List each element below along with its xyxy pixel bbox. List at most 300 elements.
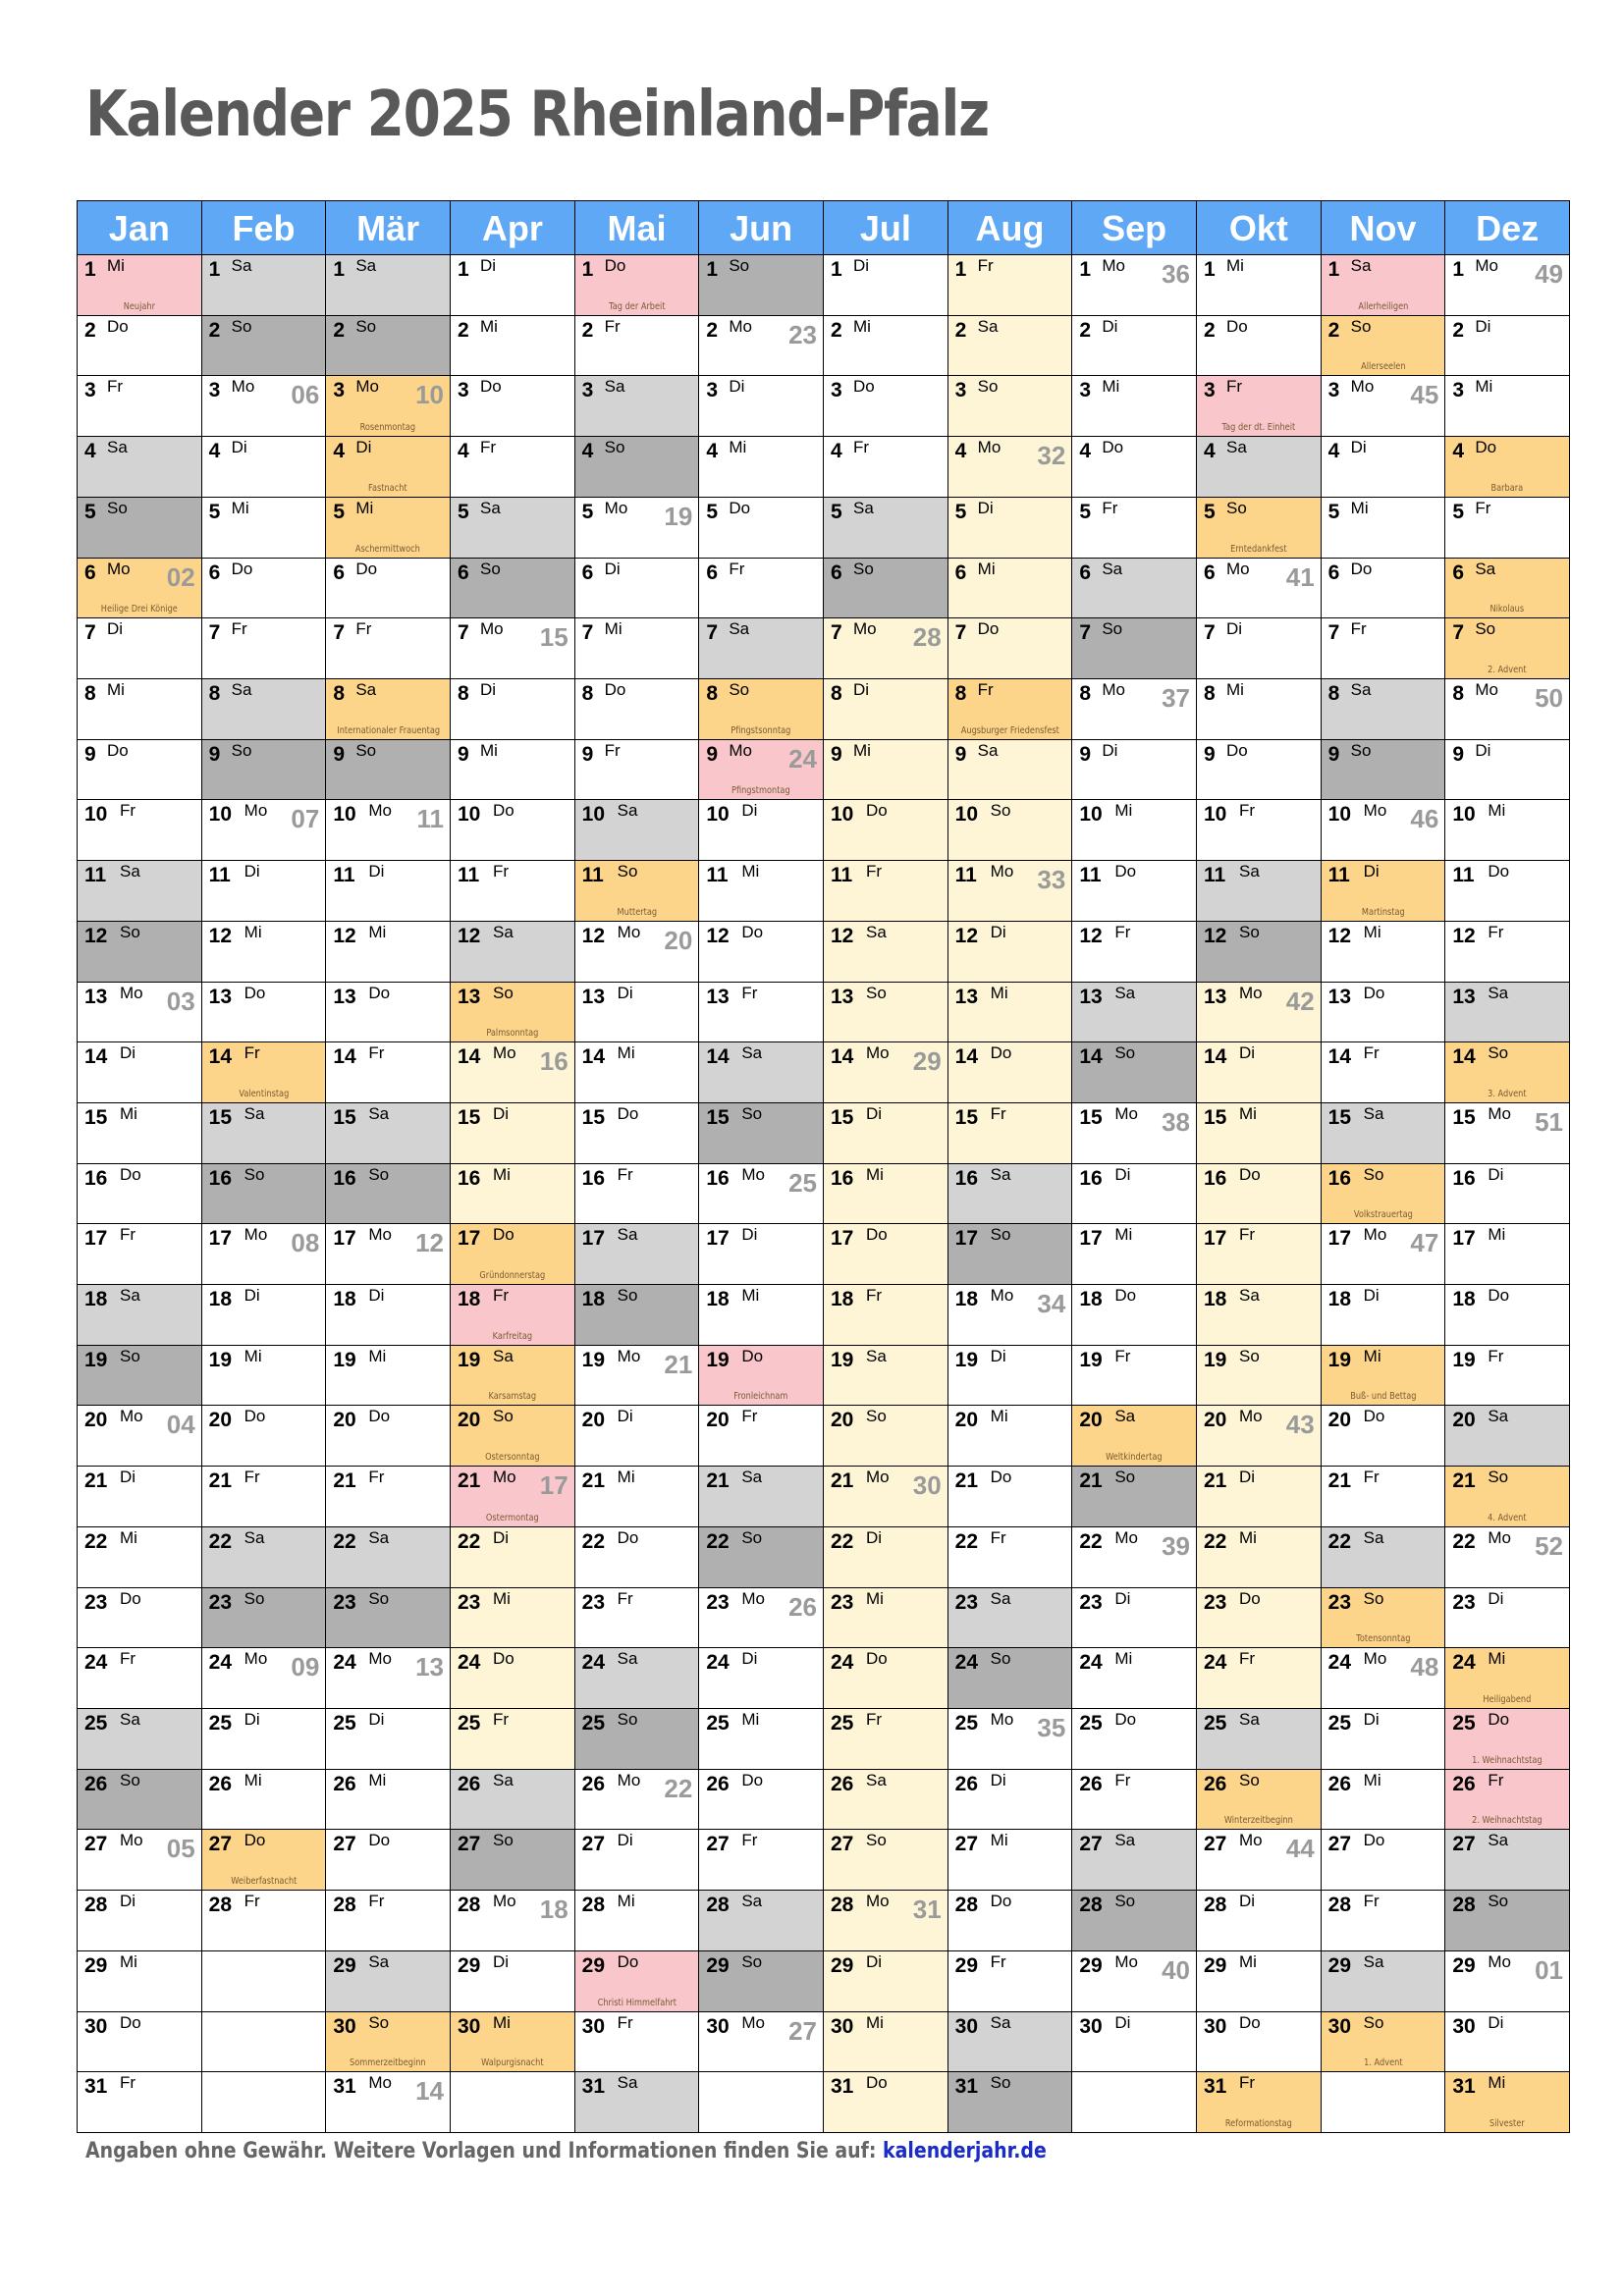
weekday-label: Fr — [1488, 922, 1504, 941]
day-cell — [575, 498, 700, 559]
weekday-label: Mo — [493, 1043, 516, 1063]
weekday-label: Mo — [729, 316, 752, 336]
day-cell — [699, 559, 824, 619]
weekday-label: So — [368, 2012, 390, 2032]
day-number: 22 — [706, 1529, 730, 1553]
day-number: 6 — [1079, 561, 1092, 584]
weekday-label: Mi — [1102, 377, 1120, 397]
day-number: 15 — [1327, 1105, 1352, 1129]
day-cell — [1322, 316, 1446, 377]
weekday-label: Mi — [493, 2012, 511, 2032]
day-cell — [948, 1224, 1073, 1285]
day-cell — [326, 498, 451, 559]
day-cell — [202, 437, 327, 498]
special-day-label: Valentinstag — [239, 1088, 289, 1099]
weekday-label: Do — [1239, 1164, 1261, 1184]
day-cell — [1072, 1891, 1197, 1951]
weekday-label: Fr — [368, 1892, 385, 1911]
day-number: 8 — [706, 681, 719, 705]
weekday-label: Di — [368, 1710, 385, 1730]
day-cell — [1445, 376, 1570, 437]
day-cell — [699, 1770, 824, 1831]
weekday-label: So — [853, 559, 874, 578]
weekday-label: Do — [866, 1225, 888, 1245]
day-cell — [948, 1406, 1073, 1467]
day-number: 25 — [458, 1712, 481, 1735]
week-number: 37 — [1162, 682, 1190, 713]
day-cell — [1197, 1467, 1322, 1527]
weekday-label: Di — [120, 1892, 136, 1911]
day-number: 4 — [1204, 440, 1216, 463]
day-cell — [451, 1346, 575, 1407]
day-number: 1 — [333, 258, 346, 281]
day-number: 24 — [706, 1651, 730, 1675]
day-number: 18 — [1204, 1288, 1227, 1311]
day-number: 27 — [208, 1833, 233, 1856]
weekday-label: Sa — [866, 1346, 887, 1365]
day-number: 8 — [333, 681, 346, 705]
day-cell — [699, 1224, 824, 1285]
day-cell — [1445, 1467, 1570, 1527]
special-day-label: Aschermittwoch — [355, 543, 421, 555]
holiday-label: 2. Weihnachtstag — [1472, 1815, 1543, 1827]
day-cell — [824, 1648, 948, 1709]
footer-link[interactable]: kalenderjahr.de — [883, 2139, 1047, 2163]
day-cell — [1197, 1648, 1322, 1709]
weekday-label: So — [990, 801, 1011, 821]
day-number: 7 — [208, 621, 221, 645]
weekday-label: Sa — [990, 2012, 1011, 2032]
weekday-label: Mo — [368, 1649, 392, 1669]
day-cell — [451, 1224, 575, 1285]
day-number: 11 — [831, 864, 853, 887]
day-number: 2 — [954, 318, 967, 342]
day-cell — [451, 2012, 575, 2073]
day-cell — [699, 1406, 824, 1467]
weekday-label: Fr — [368, 1468, 385, 1487]
day-number: 10 — [831, 803, 854, 827]
weekday-label: Do — [1363, 983, 1385, 1002]
holiday-label: Ostermontag — [485, 1512, 539, 1523]
weekday-label: Do — [1475, 438, 1497, 457]
day-number: 26 — [333, 1772, 356, 1795]
day-cell — [575, 1467, 700, 1527]
weekday-label: Mi — [741, 1286, 760, 1306]
day-number: 31 — [581, 2075, 606, 2099]
day-cell — [699, 316, 824, 377]
day-cell — [1197, 498, 1322, 559]
day-number: 8 — [954, 681, 967, 705]
weekday-label: Sa — [120, 862, 140, 881]
day-number: 16 — [208, 1166, 233, 1190]
day-number: 15 — [954, 1105, 979, 1129]
day-cell — [1445, 1285, 1570, 1346]
day-cell — [575, 1891, 700, 1951]
weekday-label: Mo — [1239, 1831, 1263, 1850]
weekday-label: Di — [1114, 1588, 1131, 1608]
day-cell — [1072, 559, 1197, 619]
day-number: 4 — [84, 440, 96, 463]
day-cell — [575, 1224, 700, 1285]
day-number: 24 — [831, 1651, 854, 1675]
weekday-label: Mi — [617, 1892, 635, 1911]
day-number: 15 — [1452, 1105, 1476, 1129]
day-cell — [202, 740, 327, 801]
weekday-label: Mo — [617, 922, 641, 941]
day-number: 30 — [954, 2014, 979, 2038]
day-number: 14 — [208, 1045, 233, 1069]
day-cell — [1197, 437, 1322, 498]
day-number: 6 — [84, 561, 96, 584]
day-number: 23 — [581, 1590, 606, 1614]
weekday-label: Sa — [355, 679, 377, 699]
day-cell — [699, 679, 824, 740]
day-number: 31 — [954, 2075, 979, 2099]
weekday-label: Do — [120, 2012, 141, 2032]
day-number: 20 — [84, 1409, 108, 1432]
weekday-label: Di — [1102, 316, 1118, 336]
week-number: 05 — [166, 1834, 195, 1864]
day-cell — [824, 1527, 948, 1588]
day-number: 15 — [1204, 1105, 1227, 1129]
day-number: 1 — [831, 258, 842, 281]
weekday-label: Mo — [1488, 1951, 1511, 1971]
week-number: 12 — [415, 1228, 444, 1258]
day-number: 17 — [706, 1227, 730, 1251]
day-number: 21 — [208, 1469, 233, 1493]
week-number: 11 — [416, 804, 444, 834]
day-number: 3 — [706, 379, 719, 402]
day-number: 19 — [1204, 1348, 1227, 1371]
day-number: 14 — [954, 1045, 979, 1069]
day-cell — [202, 1285, 327, 1346]
day-cell — [824, 498, 948, 559]
weekday-label: So — [866, 1407, 887, 1426]
weekday-label: Sa — [1102, 559, 1123, 578]
day-cell — [1445, 1224, 1570, 1285]
day-number: 30 — [706, 2014, 730, 2038]
day-cell — [451, 740, 575, 801]
weekday-label: Fr — [1114, 1770, 1131, 1789]
day-cell — [1072, 1709, 1197, 1770]
day-cell — [78, 2012, 202, 2073]
weekday-label: So — [617, 1710, 638, 1730]
day-cell — [78, 1103, 202, 1164]
day-cell — [1322, 498, 1446, 559]
day-cell — [1197, 1346, 1322, 1407]
weekday-label: Mo — [866, 1892, 890, 1911]
day-number: 27 — [954, 1833, 979, 1856]
day-cell — [202, 255, 327, 316]
weekday-label: Di — [1114, 2012, 1131, 2032]
day-cell — [575, 922, 700, 983]
weekday-label: Mo — [1363, 801, 1387, 821]
day-cell — [1072, 1527, 1197, 1588]
day-cell — [575, 1285, 700, 1346]
day-number: 4 — [706, 440, 719, 463]
weekday-label: Sa — [1239, 862, 1260, 881]
day-cell — [575, 1406, 700, 1467]
weekday-label: Fr — [120, 801, 136, 821]
weekday-label: Mi — [1239, 1103, 1257, 1123]
week-number: 18 — [539, 1895, 568, 1925]
weekday-label: Mi — [493, 1164, 511, 1184]
day-number: 7 — [1204, 621, 1216, 645]
day-number: 18 — [208, 1288, 233, 1311]
weekday-label: Fr — [1488, 1346, 1504, 1365]
weekday-label: Do — [1239, 2012, 1261, 2032]
day-number: 14 — [831, 1045, 854, 1069]
day-number: 7 — [458, 621, 469, 645]
weekday-label: Mi — [1488, 801, 1506, 821]
day-number: 19 — [581, 1348, 606, 1371]
day-cell — [326, 800, 451, 861]
day-cell — [1197, 316, 1322, 377]
empty-day-cell — [1322, 2072, 1446, 2133]
day-cell — [451, 983, 575, 1043]
day-number: 15 — [581, 1105, 606, 1129]
day-cell — [1445, 1406, 1570, 1467]
weekday-label: Mi — [480, 740, 498, 760]
day-cell — [948, 1346, 1073, 1407]
day-cell — [326, 1709, 451, 1770]
day-number: 12 — [831, 924, 854, 947]
day-number: 18 — [954, 1288, 979, 1311]
day-number: 14 — [581, 1045, 606, 1069]
week-number: 19 — [664, 501, 693, 531]
day-cell — [948, 1285, 1073, 1346]
day-cell — [948, 1951, 1073, 2012]
day-cell — [1445, 2012, 1570, 2073]
day-cell — [575, 1709, 700, 1770]
day-number: 11 — [1079, 864, 1102, 887]
day-cell — [1322, 861, 1446, 922]
day-cell — [78, 1164, 202, 1225]
day-number: 17 — [1452, 1227, 1476, 1251]
day-number: 8 — [831, 681, 842, 705]
day-number: 3 — [458, 379, 469, 402]
day-cell — [1072, 316, 1197, 377]
day-cell — [202, 1406, 327, 1467]
day-number: 22 — [84, 1529, 108, 1553]
weekday-label: Sa — [1239, 1286, 1260, 1306]
week-number: 42 — [1285, 986, 1315, 1016]
day-number: 12 — [1452, 924, 1476, 947]
weekday-label: Mi — [990, 983, 1008, 1002]
weekday-label: Do — [244, 1831, 266, 1850]
special-day-label: Weltkindertag — [1106, 1452, 1163, 1464]
day-cell — [202, 316, 327, 377]
day-number: 22 — [208, 1529, 233, 1553]
day-cell — [202, 800, 327, 861]
day-number: 17 — [1079, 1227, 1103, 1251]
day-cell — [1072, 2012, 1197, 2073]
day-number: 2 — [1079, 318, 1092, 342]
day-number: 25 — [1452, 1712, 1476, 1735]
weekday-label: Di — [853, 679, 870, 699]
weekday-label: Mi — [107, 256, 125, 275]
weekday-label: Mo — [1114, 1527, 1138, 1547]
day-number: 23 — [1204, 1590, 1227, 1614]
weekday-label: Fr — [355, 619, 372, 639]
week-number: 35 — [1037, 1713, 1066, 1743]
day-number: 13 — [1079, 985, 1103, 1008]
special-day-label: 1. Advent — [1363, 2057, 1403, 2069]
day-number: 17 — [1204, 1227, 1227, 1251]
weekday-label: Do — [244, 1407, 266, 1426]
week-number: 50 — [1535, 682, 1563, 713]
week-number: 45 — [1410, 380, 1439, 410]
weekday-label: Do — [1102, 438, 1124, 457]
day-cell — [1445, 922, 1570, 983]
weekday-label: Mo — [866, 1468, 890, 1487]
day-number: 20 — [208, 1409, 233, 1432]
day-cell — [948, 1527, 1073, 1588]
weekday-label: Sa — [1488, 1407, 1509, 1426]
weekday-label: So — [617, 1286, 638, 1306]
day-number: 19 — [458, 1348, 481, 1371]
weekday-label: Mo — [1239, 983, 1263, 1002]
weekday-label: Di — [368, 1286, 385, 1306]
weekday-label: Mo — [1488, 1103, 1511, 1123]
day-cell — [202, 1588, 327, 1649]
holiday-label: Pfingstmontag — [731, 785, 790, 797]
empty-day-cell — [202, 1951, 327, 2012]
day-cell — [1445, 1103, 1570, 1164]
day-cell — [824, 983, 948, 1043]
day-cell — [824, 861, 948, 922]
day-cell — [1322, 1891, 1446, 1951]
holiday-label: Fronleichnam — [733, 1391, 788, 1403]
weekday-label: Fr — [741, 1407, 758, 1426]
day-number: 10 — [84, 803, 108, 827]
weekday-label: Sa — [617, 1225, 638, 1245]
day-cell — [699, 1346, 824, 1407]
weekday-label: Sa — [741, 1892, 763, 1911]
day-cell — [202, 618, 327, 679]
weekday-label: Di — [368, 862, 385, 881]
day-number: 8 — [84, 681, 96, 705]
weekday-label: Fr — [1475, 498, 1491, 517]
day-cell — [78, 1406, 202, 1467]
day-cell — [575, 983, 700, 1043]
day-cell — [575, 1830, 700, 1891]
day-cell — [451, 1709, 575, 1770]
day-number: 30 — [1327, 2014, 1352, 2038]
month-header-nov: Nov — [1322, 201, 1446, 255]
day-number: 6 — [1327, 561, 1340, 584]
month-header-apr: Apr — [451, 201, 575, 255]
weekday-label: Mo — [368, 801, 392, 821]
weekday-label: Do — [1350, 559, 1373, 578]
day-cell — [1072, 1042, 1197, 1103]
day-number: 20 — [1452, 1409, 1476, 1432]
day-cell — [326, 255, 451, 316]
day-cell — [824, 1406, 948, 1467]
day-cell — [699, 1709, 824, 1770]
weekday-label: Sa — [1488, 983, 1509, 1002]
day-cell — [326, 2012, 451, 2073]
day-cell — [1197, 740, 1322, 801]
week-number: 24 — [788, 743, 817, 774]
weekday-label: Di — [990, 1346, 1006, 1365]
day-number: 16 — [1204, 1166, 1227, 1190]
day-number: 11 — [954, 864, 977, 887]
week-number: 39 — [1162, 1530, 1190, 1561]
weekday-label: So — [866, 983, 887, 1002]
day-cell — [202, 1467, 327, 1527]
day-cell — [699, 1164, 824, 1225]
day-number: 6 — [458, 561, 469, 584]
weekday-label: So — [1475, 619, 1496, 639]
day-number: 14 — [706, 1045, 730, 1069]
weekday-label: So — [120, 1346, 140, 1365]
day-number: 31 — [84, 2075, 108, 2099]
day-cell — [326, 1346, 451, 1407]
day-number: 22 — [1204, 1529, 1227, 1553]
day-number: 24 — [954, 1651, 979, 1675]
weekday-label: Fr — [729, 559, 745, 578]
weekday-label: Do — [244, 983, 266, 1002]
weekday-label: So — [107, 498, 128, 517]
day-number: 7 — [581, 621, 594, 645]
weekday-label: Mi — [1226, 256, 1244, 275]
day-number: 22 — [1079, 1529, 1103, 1553]
weekday-label: Mo — [729, 740, 752, 760]
week-number: 46 — [1410, 804, 1439, 834]
month-header-feb: Feb — [202, 201, 327, 255]
day-number: 21 — [831, 1469, 854, 1493]
weekday-label: Di — [977, 498, 994, 517]
day-cell — [1445, 437, 1570, 498]
day-number: 28 — [831, 1894, 854, 1917]
weekday-label: So — [1350, 740, 1372, 760]
day-cell — [1072, 1951, 1197, 2012]
day-cell — [78, 800, 202, 861]
holiday-label: Christi Himmelfahrt — [597, 1997, 677, 2008]
day-cell — [575, 740, 700, 801]
weekday-label: Mo — [1475, 256, 1498, 275]
day-number: 11 — [458, 864, 480, 887]
weekday-label: So — [1239, 1346, 1260, 1365]
day-cell — [1445, 740, 1570, 801]
day-number: 23 — [1079, 1590, 1103, 1614]
day-number: 10 — [706, 803, 730, 827]
day-number: 28 — [208, 1894, 233, 1917]
weekday-label: So — [990, 2073, 1011, 2093]
weekday-label: Mo — [1475, 679, 1498, 699]
weekday-label: Di — [1239, 1892, 1256, 1911]
day-cell — [78, 255, 202, 316]
weekday-label: Mi — [853, 316, 871, 336]
day-cell — [1322, 1648, 1446, 1709]
day-cell — [78, 1042, 202, 1103]
day-number: 21 — [333, 1469, 356, 1493]
day-number: 13 — [458, 985, 481, 1008]
day-cell — [1445, 2072, 1570, 2133]
day-cell — [1197, 255, 1322, 316]
day-number: 5 — [831, 500, 842, 523]
weekday-label: Do — [493, 1649, 514, 1669]
day-cell — [948, 861, 1073, 922]
day-cell — [824, 559, 948, 619]
day-cell — [451, 1527, 575, 1588]
day-cell — [1197, 861, 1322, 922]
week-number: 34 — [1037, 1289, 1066, 1319]
weekday-label: Mo — [977, 438, 1001, 457]
day-number: 3 — [333, 379, 346, 402]
weekday-label: Mo — [244, 1649, 268, 1669]
